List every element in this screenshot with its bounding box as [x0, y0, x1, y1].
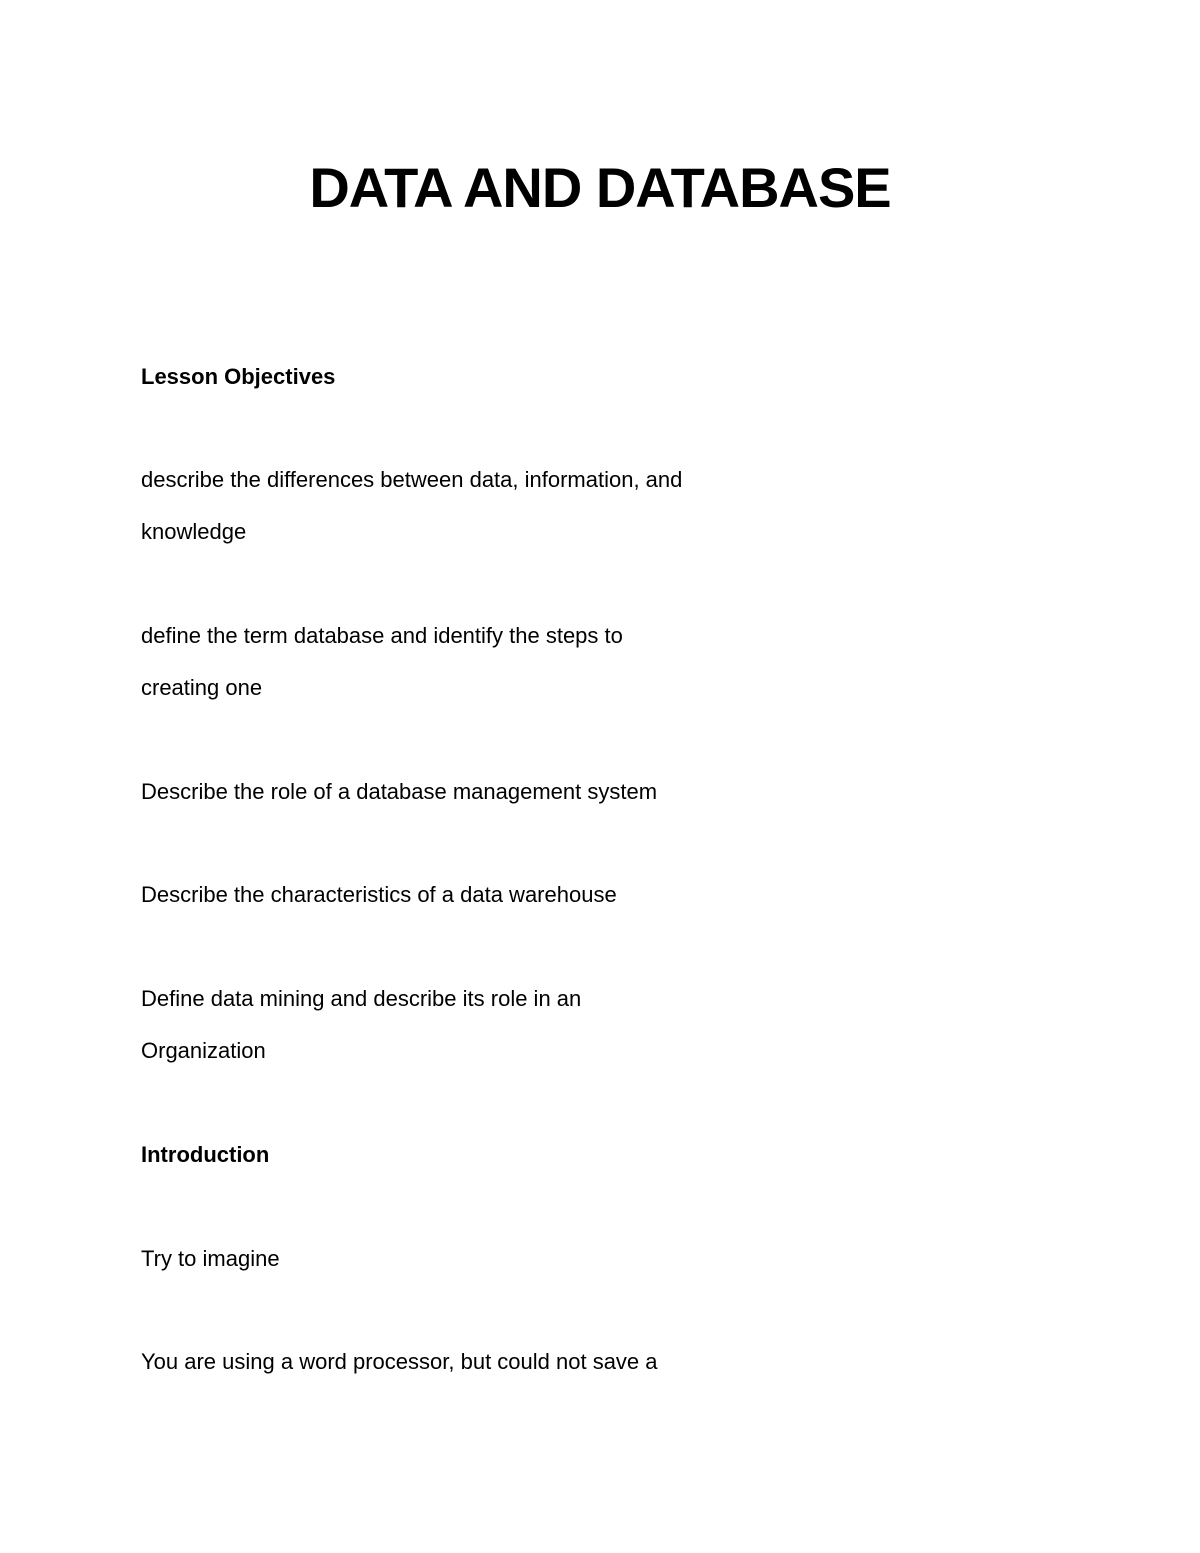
document-title: DATA AND DATABASE: [309, 156, 891, 219]
objective-4-line-1: Describe the characteristics of a data warehouse: [141, 882, 617, 907]
introduction-heading: Introduction: [141, 1142, 270, 1167]
intro-line-2: You are using a word processor, but could not save a: [141, 1349, 658, 1374]
objective-1-line-1: describe the differences between data, information, and: [141, 467, 683, 492]
objective-2-line-2: creating one: [141, 675, 263, 700]
objective-1-line-2: knowledge: [141, 519, 247, 544]
objective-5-line-2: Organization: [141, 1038, 266, 1063]
objective-3-line-1: Describe the role of a database management system: [141, 779, 658, 804]
lesson-objectives-heading: Lesson Objectives: [141, 364, 336, 389]
objective-5-line-1: Define data mining and describe its role in an: [141, 986, 582, 1011]
objective-2-line-1: define the term database and identify the steps to: [141, 623, 623, 648]
intro-line-1: Try to imagine: [141, 1246, 280, 1271]
